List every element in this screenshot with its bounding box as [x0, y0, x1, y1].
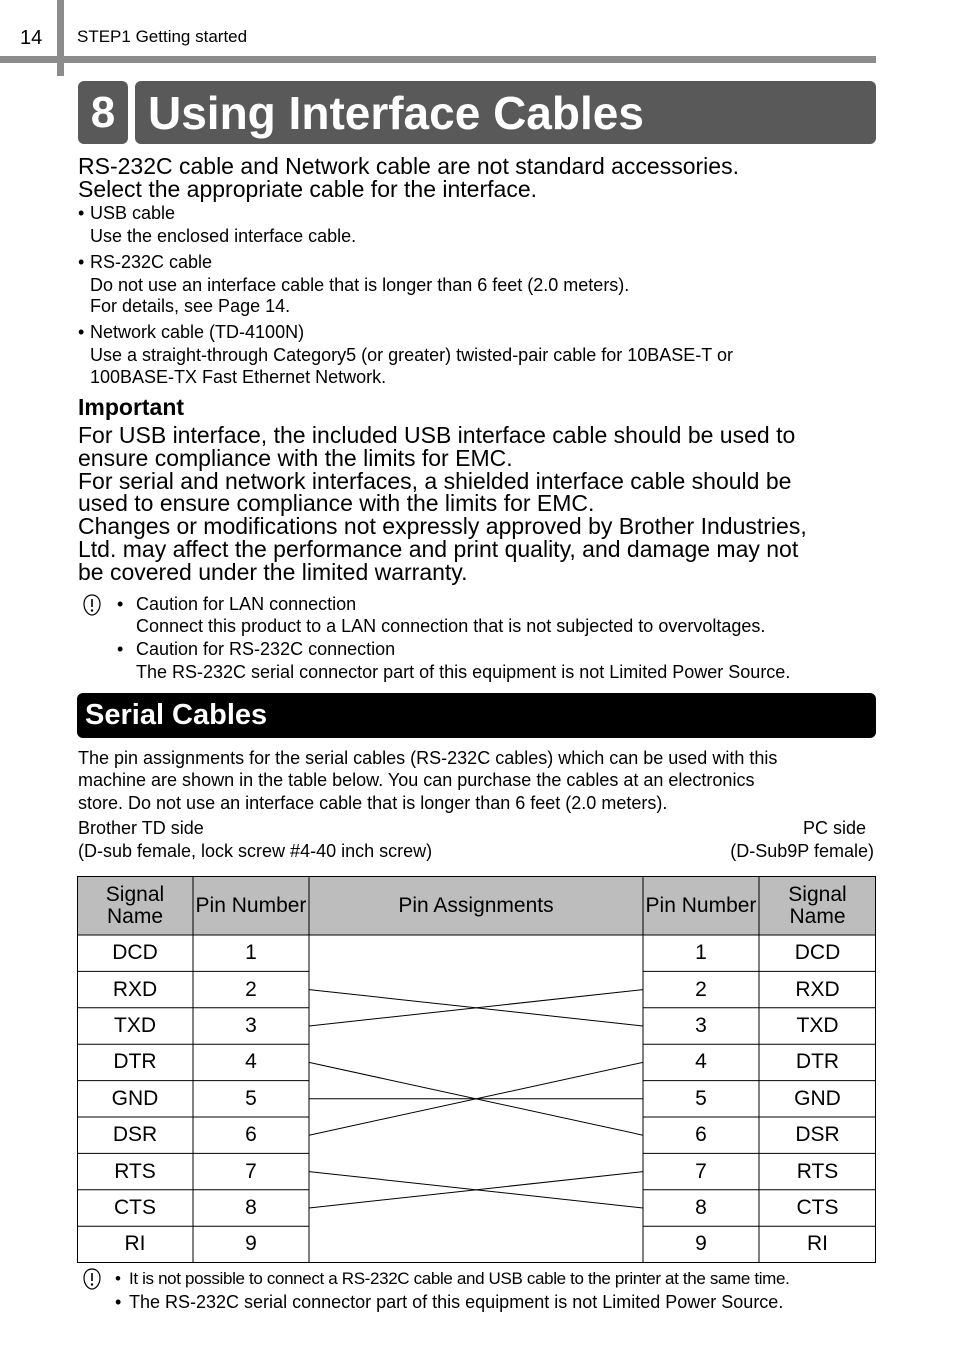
bullet: • [78, 322, 85, 342]
left-signal-cell: DCD [112, 941, 158, 965]
header-pin-assignments: Pin Assignments [398, 893, 554, 917]
important-line-5: Changes or modifications not expressly approved by Brother Industries, [78, 513, 807, 539]
serial-para-line-3: store. Do not use an interface cable that is longer than 6 feet (2.0 meters). [78, 793, 668, 813]
left-pin-cell: 1 [245, 941, 257, 965]
caution-lan-text: Connect this product to a LAN connection that is not subjected to overvoltages. [136, 616, 766, 636]
right-pin-cell: 4 [695, 1050, 707, 1074]
right-pin-cell: 9 [695, 1232, 707, 1256]
page-number: 14 [20, 27, 43, 49]
intro-line-2: Select the appropriate cable for the interface. [78, 176, 538, 202]
left-pin-cell: 6 [245, 1123, 257, 1147]
caution-rs232-text: The RS-232C serial connector part of this equipment is not Limited Power Source. [136, 662, 791, 682]
right-signal-cell: TXD [796, 1013, 839, 1037]
left-signal-cell: GND [111, 1086, 159, 1110]
pc-side-detail: (D-Sub9P female) [730, 841, 874, 861]
right-signal-cell: DTR [795, 1050, 840, 1074]
serial-para-line-2: machine are shown in the table below. You can purchase the cables at an electronics [78, 770, 755, 790]
chapter-number: 8 [78, 81, 128, 144]
bottom-note-1: It is not possible to connect a RS-232C cable and USB cable to the printer at the same time. [129, 1269, 790, 1288]
header-signal-name-left: Signal Name [105, 882, 165, 928]
caution-lan-title: Caution for LAN connection [136, 594, 357, 614]
cable-rs232-name: RS-232C cable [90, 252, 213, 272]
caution-icon [83, 1268, 101, 1290]
right-pin-cell: 1 [695, 941, 707, 965]
cable-network-desc-1: Use a straight-through Category5 (or greater) twisted-pair cable for 10BASE-T or [90, 345, 733, 365]
pc-side-title: PC side [802, 818, 866, 838]
important-line-1: For USB interface, the included USB interface cable should be used to [78, 422, 796, 448]
header-pin-number-right: Pin Number [645, 893, 757, 917]
serial-cables-heading: Serial Cables [77, 693, 876, 738]
bottom-note-2: The RS-232C serial connector part of this equipment is not Limited Power Source. [129, 1292, 784, 1312]
left-pin-cell: 3 [245, 1013, 257, 1037]
right-signal-cell: RTS [796, 1159, 839, 1183]
header-vertical-bar [57, 0, 64, 76]
caution-rs232-title: Caution for RS-232C connection [136, 639, 396, 659]
bullet: • [115, 1269, 121, 1288]
left-pin-cell: 5 [245, 1086, 257, 1110]
right-pin-cell: 6 [695, 1123, 707, 1147]
header-signal-name-right: Signal Name [788, 882, 847, 928]
bullet: • [117, 594, 124, 614]
pin-assignment-table [77, 876, 876, 1263]
right-pin-cell: 3 [695, 1013, 707, 1037]
important-heading: Important [78, 394, 185, 420]
bullet: • [78, 252, 85, 272]
right-pin-cell: 8 [695, 1195, 707, 1219]
right-signal-cell: RI [807, 1232, 828, 1256]
right-pin-cell: 7 [695, 1159, 707, 1183]
left-signal-cell: RTS [114, 1159, 156, 1183]
important-line-4: used to ensure compliance with the limits for EMC. [78, 490, 595, 516]
brother-side-detail: (D-sub female, lock screw #4-40 inch screw) [78, 841, 433, 861]
cable-usb-desc: Use the enclosed interface cable. [90, 226, 357, 246]
left-signal-cell: RXD [112, 977, 158, 1001]
cable-usb-name: USB cable [90, 203, 176, 223]
serial-para-line-1: The pin assignments for the serial cables (RS-232C cables) which can be used with this [78, 748, 778, 768]
left-pin-cell: 2 [245, 977, 257, 1001]
right-signal-cell: DSR [795, 1123, 840, 1147]
header-horizontal-bar [0, 56, 876, 63]
intro-line-1: RS-232C cable and Network cable are not standard accessories. [78, 153, 739, 179]
bullet: • [117, 639, 124, 659]
left-pin-cell: 4 [245, 1050, 257, 1074]
chapter-title: Using Interface Cables [135, 81, 876, 144]
right-signal-cell: DCD [794, 941, 841, 965]
left-signal-cell: RI [124, 1232, 146, 1256]
cable-network-name: Network cable (TD-4100N) [90, 322, 305, 342]
left-pin-cell: 9 [245, 1232, 257, 1256]
right-signal-cell: GND [794, 1086, 841, 1110]
caution-icon [83, 594, 101, 616]
cable-network-desc-2: 100BASE-TX Fast Ethernet Network. [90, 367, 387, 387]
important-line-6: Ltd. may affect the performance and print quality, and damage may not [78, 536, 799, 562]
brother-side-title: Brother TD side [78, 818, 204, 838]
bullet: • [115, 1292, 122, 1312]
header-pin-number-left: Pin Number [195, 893, 307, 917]
cable-rs232-desc-1: Do not use an interface cable that is longer than 6 feet (2.0 meters). [90, 275, 630, 295]
left-pin-cell: 7 [245, 1159, 257, 1183]
left-signal-cell: DTR [113, 1050, 157, 1074]
right-signal-cell: RXD [795, 977, 840, 1001]
bullet: • [78, 203, 85, 223]
right-signal-cell: CTS [796, 1195, 839, 1219]
left-signal-cell: CTS [114, 1195, 156, 1219]
left-signal-cell: TXD [114, 1013, 156, 1037]
important-line-7: be covered under the limited warranty. [78, 559, 468, 585]
left-signal-cell: DSR [112, 1123, 158, 1147]
left-pin-cell: 8 [245, 1195, 257, 1219]
important-line-2: ensure compliance with the limits for EMC. [78, 445, 513, 471]
right-pin-cell: 5 [695, 1086, 707, 1110]
section-title: STEP1 Getting started [77, 27, 248, 46]
right-pin-cell: 2 [695, 977, 707, 1001]
important-line-3: For serial and network interfaces, a shielded interface cable should be [78, 468, 792, 494]
cable-rs232-desc-2: For details, see Page 14. [90, 296, 291, 316]
